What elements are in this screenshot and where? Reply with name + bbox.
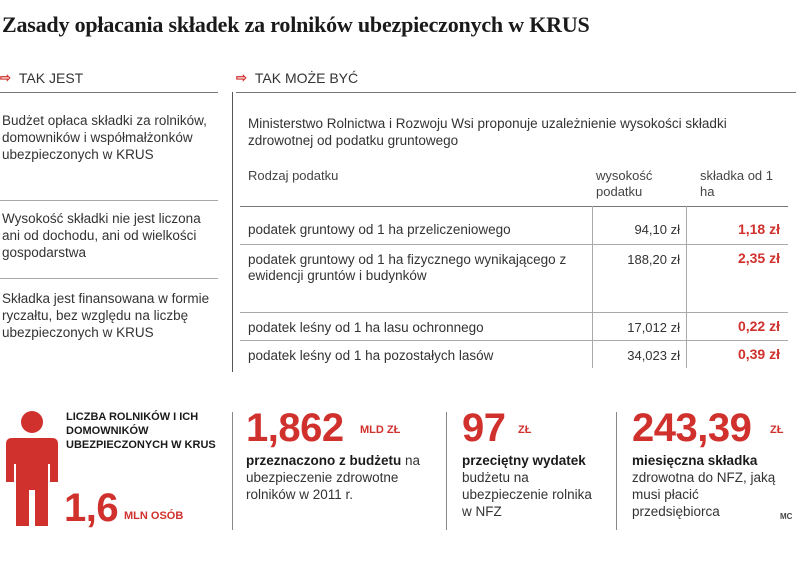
table-row-fee: 0,39 zł — [737, 346, 780, 362]
stat-unit: ZŁ — [770, 424, 784, 436]
table-header-fee: składka od 1 ha — [700, 168, 773, 199]
column-divider — [446, 412, 447, 530]
divider — [240, 244, 788, 245]
table-header-value: wysokość podatku — [596, 168, 653, 199]
divider — [240, 206, 788, 207]
divider — [0, 278, 218, 279]
divider — [240, 312, 788, 313]
stat-description — [462, 452, 602, 520]
stat-number: 1,862 — [246, 406, 344, 450]
arrow-icon: ⇨ — [236, 70, 247, 85]
table-row-fee: 2,35 zł — [737, 250, 780, 266]
list-item: Wysokość składki nie jest liczona ani od dochodu, ani od wielkości gospodarstwa — [2, 211, 201, 260]
table-header-type: Rodzaj podatku — [248, 168, 339, 183]
stat-text: zdrowotna do NFZ, jaką musi płacić przedsiębiorca — [632, 470, 776, 519]
table-row-value: 94,10 zł — [634, 222, 680, 237]
credit: MC — [780, 512, 793, 521]
divider — [240, 340, 788, 341]
section-heading-current-label: TAK JEST — [18, 70, 84, 86]
stat-description — [632, 452, 777, 520]
stat-unit: MLN OSÓB — [124, 510, 184, 522]
stat-highlight: przeciętny wydatek — [462, 453, 586, 468]
list-item: Budżet opłaca składki za rolników, domowników i współmałżonków ubezpieczonych w KRUS — [2, 113, 207, 162]
stat-description — [246, 452, 426, 503]
divider — [236, 92, 796, 93]
section-heading-proposed — [236, 70, 358, 86]
table-row-value: 17,012 zł — [627, 320, 680, 335]
stat-number: 243,39 — [632, 406, 752, 450]
stat-highlight: przeznaczono z budżetu — [246, 453, 402, 468]
stat-number: 97 — [462, 406, 506, 450]
arrow-icon: ⇨ — [0, 70, 11, 85]
stat-number: 1,6 — [64, 486, 119, 530]
table-row-label: podatek leśny od 1 ha lasu ochronnego — [248, 320, 484, 335]
column-divider — [232, 92, 233, 372]
stat-caption: LICZBA ROLNIKÓW I ICH DOMOWNIKÓW UBEZPIECZONYCH W KRUS — [66, 411, 216, 451]
list-item: Składka jest finansowana w formie ryczałtu, bez względu na liczbę ubezpieczonych w KRUS — [2, 291, 210, 340]
column-divider — [686, 206, 687, 368]
table-row-value: 188,20 zł — [627, 252, 680, 267]
table-row-fee: 1,18 zł — [737, 221, 780, 237]
stat-highlight: miesięczna składka — [632, 453, 758, 468]
stat-text: budżetu na ubezpieczenie rolnika w NFZ — [462, 470, 592, 519]
stat-unit: ZŁ — [518, 424, 532, 436]
proposal-intro: Ministerstwo Rolnictwa i Rozwoju Wsi proponuje uzależnienie wysokości składki zdrowotnej od podatku gruntowego — [248, 116, 727, 148]
section-heading-proposed-label: TAK MOŻE BYĆ — [254, 70, 359, 86]
section-heading-current — [0, 70, 83, 86]
table-row-label: podatek gruntowy od 1 ha fizycznego wynikającego z ewidencji gruntów i budynków — [248, 252, 567, 283]
column-divider — [232, 412, 233, 530]
page-title: Zasady opłacania składek za rolników ubezpieczonych w KRUS — [2, 12, 590, 37]
table-row-label: podatek gruntowy od 1 ha przeliczeniowego — [248, 222, 511, 237]
divider — [0, 200, 218, 201]
stat-text: na ubezpieczenie zdrowotne rolników w 2011 r. — [246, 453, 421, 502]
table-row-fee: 0,22 zł — [737, 318, 780, 334]
person-icon — [4, 410, 60, 528]
column-divider — [616, 412, 617, 530]
table-row-value: 34,023 zł — [627, 348, 680, 363]
divider — [0, 92, 218, 93]
column-divider — [592, 206, 593, 368]
table-row-label: podatek leśny od 1 ha pozostałych lasów — [248, 348, 494, 363]
stat-unit: MLD ZŁ — [360, 424, 401, 436]
